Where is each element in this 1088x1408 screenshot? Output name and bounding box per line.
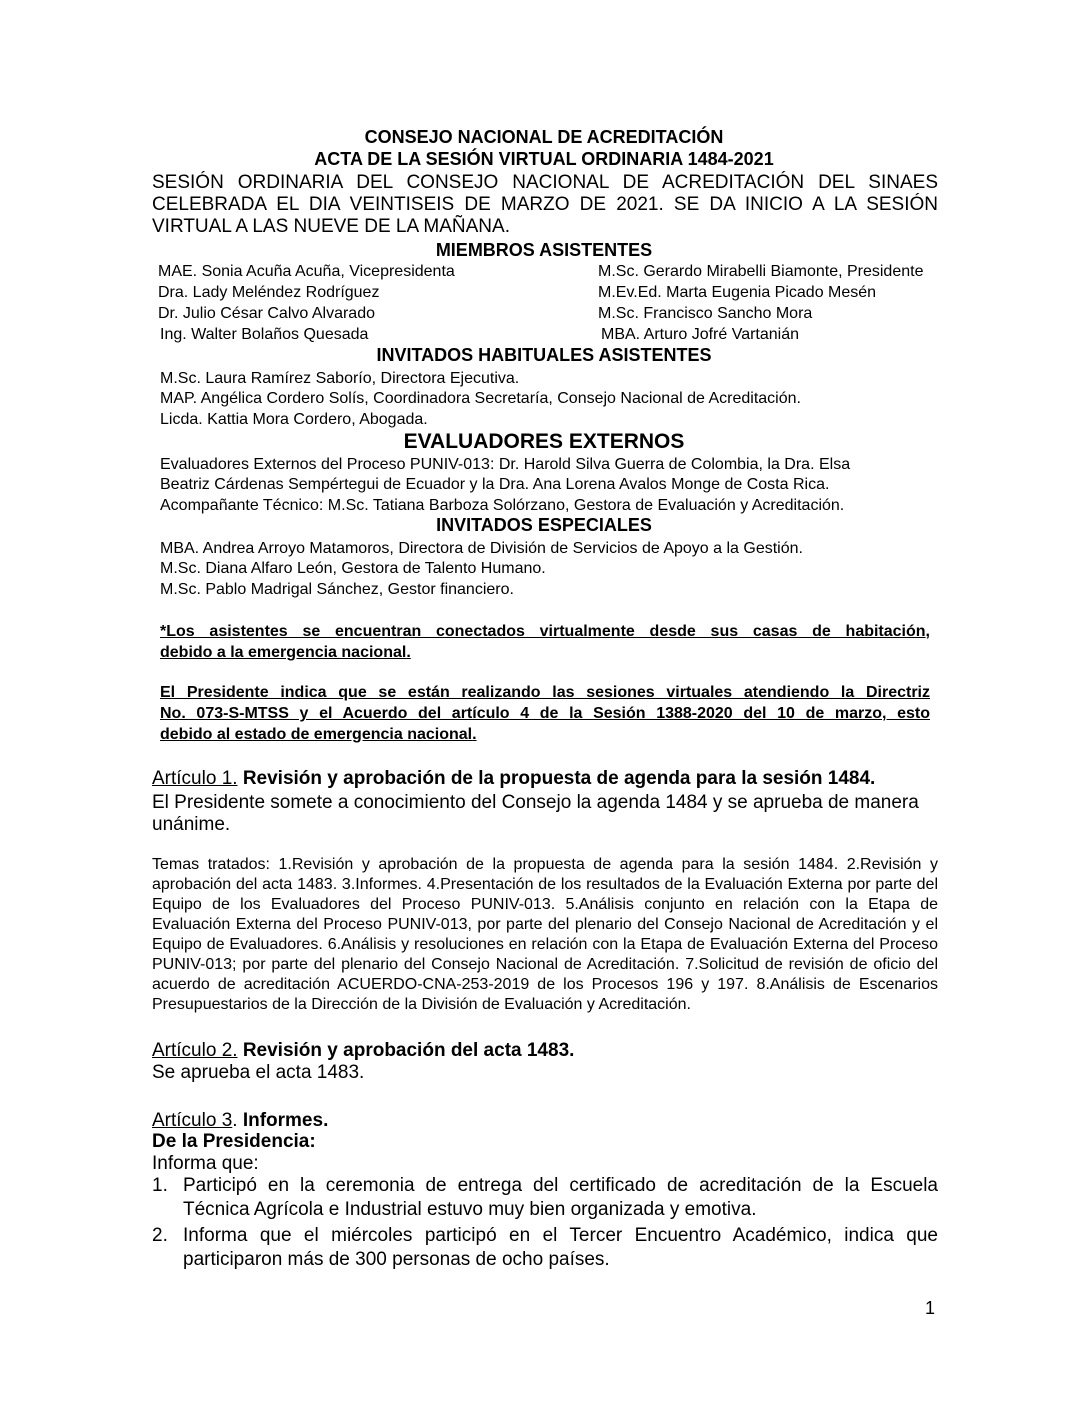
reports-intro: Informa que: — [152, 1153, 259, 1174]
article-2-title: Revisión y aprobación del acta 1483. — [242, 1040, 575, 1061]
special-guest-1: MBA. Andrea Arroyo Matamoros, Directora de División de Servicios de Apoyo a la Gestión. — [160, 540, 803, 557]
member-left-4: Ing. Walter Bolaños Quesada — [160, 326, 369, 343]
reports-list — [152, 1174, 938, 1274]
notice-1-line-1: *Los asistentes se encuentran conectados virtualmente desde sus casas de habitación, — [160, 623, 930, 640]
habitual-guest-1: M.Sc. Laura Ramírez Saborío, Directora Ejecutiva. — [160, 370, 520, 387]
article-1-heading — [152, 768, 875, 790]
article-3-sep: . — [232, 1110, 238, 1131]
council-title: CONSEJO NACIONAL DE ACREDITACIÓN — [364, 127, 724, 147]
report-item-2-number: 2. — [152, 1225, 168, 1246]
notice-2-line-1: El Presidente indica que se están realizando las sesiones virtuales atendiendo la Directriz — [160, 684, 930, 701]
virtual-attendance-notice — [160, 621, 930, 663]
special-guest-2: M.Sc. Diana Alfaro León, Gestora de Talento Humano. — [160, 560, 546, 577]
evaluadores-heading: EVALUADORES EXTERNOS — [403, 430, 685, 453]
notice-2-line-2: No. 073-S-MTSS y el Acuerdo del artículo 4 de la Sesión 1388-2020 del 10 de marzo, esto — [160, 705, 930, 722]
minutes-title: ACTA DE LA SESIÓN VIRTUAL ORDINARIA 1484-2021 — [314, 149, 774, 169]
article-2-heading — [152, 1040, 574, 1062]
evaluadores-line-2: Beatriz Cárdenas Sempértegui de Ecuador y la Dra. Ana Lorena Avalos Monge de Costa Rica. — [160, 476, 830, 493]
article-1-line-2: unánime. — [152, 814, 231, 835]
member-left-2: Dra. Lady Meléndez Rodríguez — [158, 284, 380, 301]
habitual-guest-3: Licda. Kattia Mora Cordero, Abogada. — [160, 411, 428, 428]
intro-line-2: CELEBRADA EL DIA VEINTISEIS DE MARZO DE 2021. SE DA INICIO A LA SESIÓN — [152, 194, 938, 215]
members-heading: MIEMBROS ASISTENTES — [435, 240, 653, 260]
intro-line-1: SESIÓN ORDINARIA DEL CONSEJO NACIONAL DE ACREDITACIÓN DEL SINAES — [152, 172, 938, 193]
page-number: 1 — [925, 1298, 936, 1318]
intro-line-3: VIRTUAL A LAS NUEVE DE LA MAÑANA. — [152, 216, 510, 237]
article-3-heading — [152, 1110, 328, 1132]
directive-notice — [160, 682, 930, 745]
presidency-subheading-text: De la Presidencia: — [152, 1131, 316, 1152]
article-3-label: Artículo 3 — [152, 1110, 233, 1131]
report-item-1-text: Participó en la ceremonia de entrega del certificado de acreditación de la Escuela Técnica Agrícola e Industrial estuvo muy bien organizada y emotiva. — [183, 1175, 938, 1220]
presidency-subheading — [152, 1131, 316, 1153]
article-1-body — [152, 792, 938, 836]
report-item-1 — [152, 1174, 938, 1222]
member-right-3: M.Sc. Francisco Sancho Mora — [598, 305, 813, 322]
member-left-3: Dr. Julio César Calvo Alvarado — [158, 305, 375, 322]
member-right-4: MBA. Arturo Jofré Vartanián — [601, 326, 800, 343]
habituales-heading: INVITADOS HABITUALES ASISTENTES — [376, 345, 712, 365]
member-left-1: MAE. Sonia Acuña Acuña, Vicepresidenta — [158, 263, 455, 280]
session-intro — [152, 172, 938, 238]
topics-paragraph: Temas tratados: 1.Revisión y aprobación de la propuesta de agenda para la sesión 1484. 2.Revisión y aprobación del acta 1483. 3.Informes. 4.Presentación de los resultados de la Evaluación Externa por parte del Equipo de los Evaluadores del Proceso PUNIV-013. 5.Análisis conjunto en relación con la Etapa de Evaluación Externa del Proceso PUNIV-013, por parte del plenario del Consejo Nacional de Acreditación y el Equipo de Evaluadores. 6.Análisis y resoluciones en relación con la Etapa de Evaluación Externa del Proceso PUNIV-013; por parte del plenario del Consejo Nacional de Acreditación. 7.Solicitud de revisión de oficio del acuerdo de acreditación ACUERDO-CNA-253-2019 de los Procesos 196 y 197. 8.Análisis de Escenarios Presupuestarios de la Dirección de la División de Evaluación y Acreditación. — [152, 856, 938, 1013]
article-1-title: Revisión y aprobación de la propuesta de agenda para la sesión 1484. — [242, 768, 876, 789]
article-1-label: Artículo 1. — [152, 768, 238, 789]
report-item-2-text: Informa que el miércoles participó en el Tercer Encuentro Académico, indica que participaron más de 300 personas de ocho países. — [183, 1225, 938, 1270]
evaluadores-line-1: Evaluadores Externos del Proceso PUNIV-013: Dr. Harold Silva Guerra de Colombia, la Dra. Elsa — [160, 456, 851, 473]
article-3-title: Informes. — [242, 1110, 329, 1131]
evaluadores-line-3: Acompañante Técnico: M.Sc. Tatiana Barboza Solórzano, Gestora de Evaluación y Acreditación. — [160, 497, 845, 514]
habitual-guest-2: MAP. Angélica Cordero Solís, Coordinadora Secretaría, Consejo Nacional de Acreditación. — [160, 390, 801, 407]
article-2-body: Se aprueba el acta 1483. — [152, 1062, 365, 1083]
notice-2-line-3: debido al estado de emergencia nacional — [160, 726, 473, 743]
especiales-heading: INVITADOS ESPECIALES — [436, 515, 652, 535]
notice-2-tail: . — [472, 726, 477, 743]
article-2-label: Artículo 2. — [152, 1040, 238, 1061]
report-item-2 — [152, 1224, 938, 1272]
special-guest-3: M.Sc. Pablo Madrigal Sánchez, Gestor financiero. — [160, 581, 514, 598]
member-right-1: M.Sc. Gerardo Mirabelli Biamonte, Presidente — [598, 263, 924, 280]
member-right-2: M.Ev.Ed. Marta Eugenia Picado Mesén — [598, 284, 877, 301]
report-item-1-number: 1. — [152, 1175, 168, 1196]
article-1-line-1: El Presidente somete a conocimiento del Consejo la agenda 1484 y se aprueba de manera — [152, 792, 919, 813]
notice-1-tail: . — [406, 644, 411, 661]
notice-1-line-2: debido a la emergencia nacional — [160, 644, 407, 661]
